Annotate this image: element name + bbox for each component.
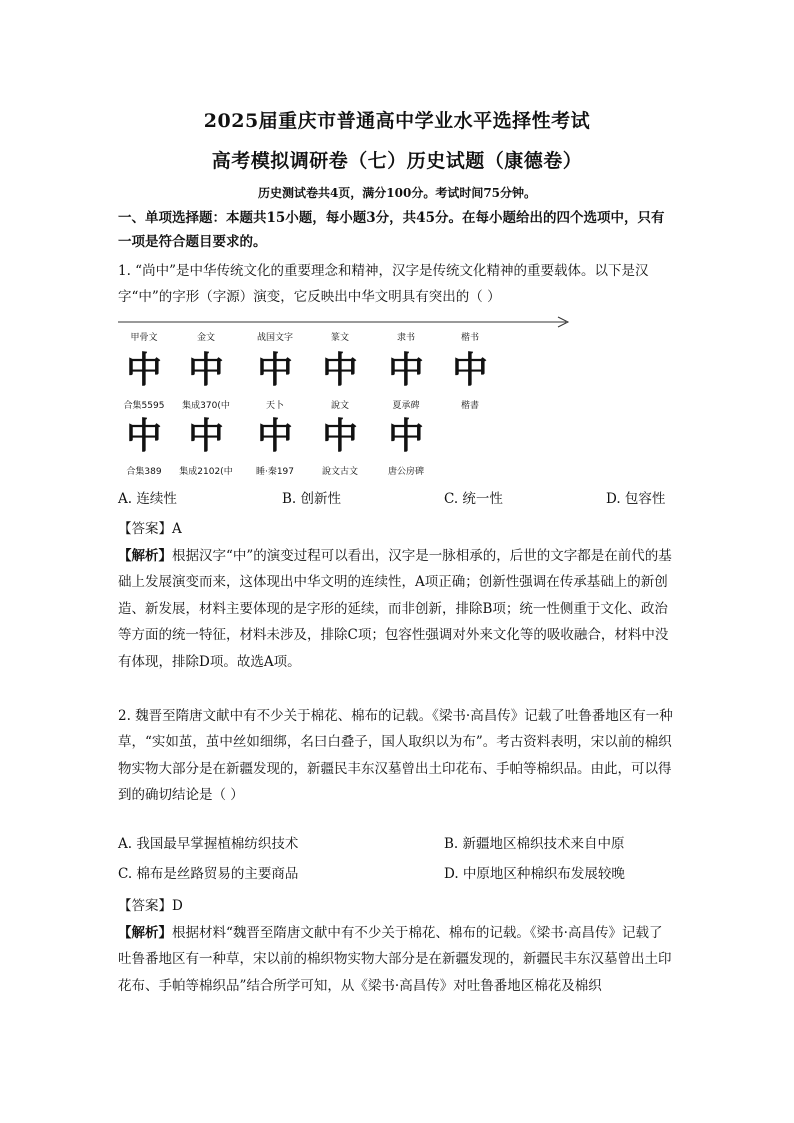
glyph-source-caption: 說文古文 — [321, 467, 359, 477]
script-label: 战国文字 — [256, 333, 294, 343]
question-1-answer: 【答案】A — [118, 521, 182, 537]
character-glyph: 中 — [321, 349, 359, 391]
character-glyph: 中 — [187, 349, 225, 391]
script-label: 隶书 — [396, 333, 416, 343]
analysis-text: 根据汉字“中”的演变过程可以看出，汉字是一脉相承的，后世的文字都是在前代的基础上发展演变而来，这体现出中华文明的连续性，A项正确；创新性强调在传承基础上的新创造、新发展，材料主要体现的是字形的延续，而非创新，排除B项；统一性侧重于文化、政治等方面的统一特征，材料未涉及，排除C项；包容性强调对外来文化等的吸收融合，材料中没有体现，排除D项。故选A项。 — [118, 548, 672, 670]
glyph-source-caption: 唐公房碑 — [387, 467, 425, 477]
glyph-source-caption: 夏承碑 — [392, 401, 420, 411]
q1-option-a[interactable]: A. 连续性 — [118, 491, 177, 507]
q1-option-c[interactable]: C. 统一性 — [444, 491, 503, 507]
character-glyph: 中 — [256, 415, 294, 457]
question-2-stem: 2. 魏晋至隋唐文献中有不少关于棉花、棉布的记载。《梁书·高昌传》记载了吐鲁番地区有一种草，“实如茧，茧中丝如细绑，名曰白叠子，国人取织以为布”。考古资料表明，宋以前的棉织物实物大部分是在新疆发现的，新疆民丰东汉墓曾出土印花布、手帕等棉织品。由此，可以得到的确切结论是（ ） — [118, 708, 673, 804]
glyph-source-caption: 睡·秦197 — [255, 467, 295, 477]
glyph-source-caption: 集成370(中 — [182, 401, 230, 411]
exam-title-line2: 高考模拟调研卷（七）历史试题（康德卷） — [211, 150, 583, 172]
analysis-tag: 【解析】 — [118, 548, 172, 564]
question-2-answer: 【答案】D — [118, 898, 183, 914]
glyph-source-caption: 合集5595 — [123, 401, 165, 411]
question-2-options-row2 — [118, 862, 678, 886]
glyph-source-caption: 集成2102(中 — [179, 467, 233, 477]
glyph-source-caption: 合集389 — [126, 467, 162, 477]
exam-note: 历史测试卷共4页，满分100分。考试时间75分钟。 — [257, 186, 537, 200]
q2-option-a[interactable]: A. 我国最早掌握植棉纺织技术 — [118, 836, 299, 852]
analysis-text: 根据材料“魏晋至隋唐文献中有不少关于棉花、棉布的记载。《梁书·高昌传》记载了吐鲁番地区有一种草，宋以前的棉织物实物大部分是在新疆发现的，新疆民丰东汉墓曾出土印花布、手帕等棉织品”结合所学可知，从《梁书·高昌传》对吐鲁番地区棉花及棉织 — [118, 925, 672, 994]
script-label: 篆文 — [330, 333, 350, 343]
character-glyph: 中 — [321, 415, 359, 457]
question-2-options-row1 — [118, 832, 678, 856]
exam-title-line1: 2025届重庆市普通高中学业水平选择性考试 — [203, 110, 591, 132]
glyph-source-caption: 說文 — [330, 401, 350, 411]
character-evolution-figure — [118, 314, 576, 484]
q1-option-b[interactable]: B. 创新性 — [282, 491, 342, 507]
section-heading: 一、单项选择题：本题共15小题，每小题3分，共45分。在每小题给出的四个选项中，只有一项是符合题目要求的。 — [118, 210, 665, 250]
analysis-tag: 【解析】 — [118, 925, 172, 941]
question-2-analysis — [118, 920, 674, 999]
character-glyph: 中 — [125, 349, 163, 391]
character-glyph: 中 — [387, 349, 425, 391]
q1-option-d[interactable]: D. 包容性 — [606, 491, 666, 507]
glyph-source-caption: 楷書 — [460, 401, 480, 411]
character-glyph: 中 — [451, 349, 489, 391]
q2-option-c[interactable]: C. 棉布是丝路贸易的主要商品 — [118, 866, 299, 882]
character-glyph: 中 — [256, 349, 294, 391]
q2-option-b[interactable]: B. 新疆地区棉织技术来自中原 — [444, 836, 625, 852]
question-1-stem: 1. “尚中”是中华传统文化的重要理念和精神，汉字是传统文化精神的重要载体。以下是汉字“中”的字形（字源）演变，它反映出中华文明具有突出的（ ） — [118, 263, 649, 306]
glyph-source-caption: 天卜 — [265, 401, 285, 411]
character-glyph: 中 — [387, 415, 425, 457]
q2-option-d[interactable]: D. 中原地区种棉织布发展较晚 — [444, 866, 625, 882]
character-glyph: 中 — [187, 415, 225, 457]
script-label: 楷书 — [460, 333, 480, 343]
question-1-options — [118, 487, 678, 511]
script-label: 金文 — [196, 333, 216, 343]
question-1-analysis — [118, 543, 674, 675]
character-glyph: 中 — [125, 415, 163, 457]
script-label: 甲骨文 — [130, 333, 158, 343]
